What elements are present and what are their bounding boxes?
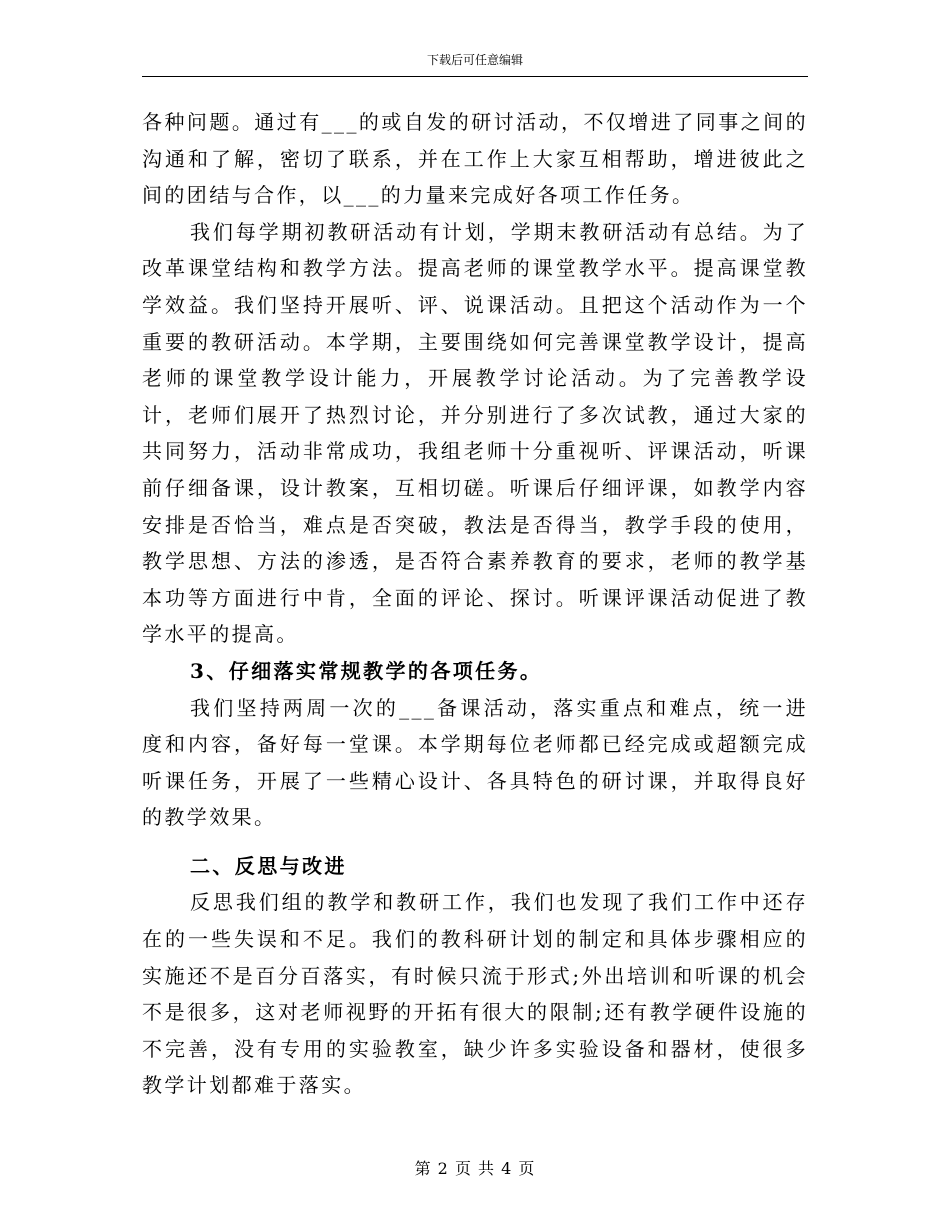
heading-routine-teaching: 3、仔细落实常规教学的各项任务。 xyxy=(190,658,543,683)
paragraph-teaching-research: 我们每学期初教研活动有计划，学期末教研活动有总结。为了改革课堂结构和教学方法。提高老师的课堂教学水平。提高课堂教学效益。我们坚持开展听、评、说课活动。且把这个活动作为一个重要的教研活动。本学期，主要围绕如何完善课堂教学设计，提高老师的课堂教学设计能力，开展教学讨论活动。为了完善教学设计，老师们展开了热烈讨论，并分别进行了多次试教，通过大家的共同努力，活动非常成功，我组老师十分重视听、评课活动，听课前仔细备课，设计教案，互相切磋。听课后仔细评课，如教学内容安排是否恰当，难点是否突破，教法是否得当，教学手段的使用，教学思想、方法的渗透，是否符合素养教育的要求，老师的教学基本功等方面进行中肯，全面的评论、探讨。听课评课活动促进了教学水平的提高。 xyxy=(142,219,808,647)
page-number: 第 2 页 共 4 页 xyxy=(414,1159,536,1178)
paragraph-reflection: 反思我们组的教学和教研工作，我们也发现了我们工作中还存在的一些失误和不足。我们的教科研计划的制定和具体步骤相应的实施还不是百分百落实，有时候只流于形式;外出培训和听课的机会不是很多，这对老师视野的开拓有很大的限制;还有教学硬件设施的不完善，没有专用的实验教室，缺少许多实验设备和器材，使很多教学计划都难于落实。 xyxy=(142,890,808,1098)
page-header-note: 下载后可任意编辑 xyxy=(426,53,523,67)
paragraph-continued: 各种问题。通过有___的或自发的研讨活动，不仅增进了同事之间的沟通和了解，密切了联系，并在工作上大家互相帮助，增进彼此之间的团结与合作，以___的力量来完成好各项工作任务。 xyxy=(142,110,808,208)
paragraph-lesson-preparation: 我们坚持两周一次的___备课活动，落实重点和难点，统一进度和内容，备好每一堂课。本学期每位老师都已经完成或超额完成听课任务，开展了一些精心设计、各具特色的研讨课，并取得良好的教学效果。 xyxy=(142,695,808,830)
heading-reflection-improvement: 二、反思与改进 xyxy=(190,853,347,878)
document-body xyxy=(142,104,808,1104)
paragraph-gap xyxy=(142,836,808,848)
header-divider xyxy=(142,76,808,77)
